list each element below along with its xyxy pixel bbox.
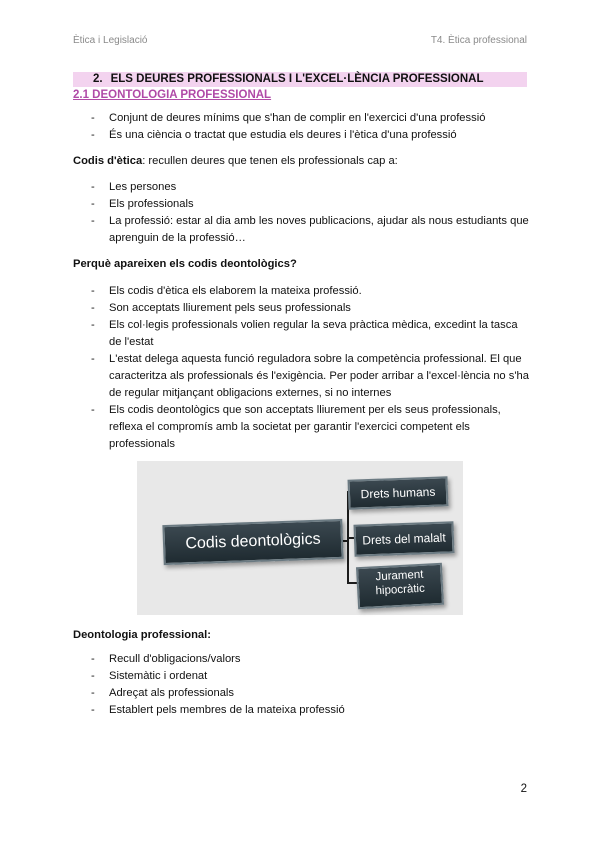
diagram-main-box: Codis deontològics <box>162 519 343 565</box>
list-item: - Sistemàtic i ordenat <box>91 668 531 685</box>
list-item: - Els codis d'ètica els elaborem la mateixa professió. <box>91 283 531 300</box>
codis-paragraph <box>73 153 398 170</box>
section-title-text: ELS DEURES PROFESSIONALS I L'EXCEL·LÈNCIA PROFESSIONAL <box>110 73 484 85</box>
section-title <box>73 72 527 87</box>
list-item: - És una ciència o tractat que estudia els deures i l'ètica d'una professió <box>91 127 531 144</box>
subsection-title: 2.1 DEONTOLOGIA PROFESSIONAL <box>73 89 272 101</box>
list-item: - Els professionals <box>91 196 531 213</box>
page-number: 2 <box>520 783 527 795</box>
codis-label: Codis d'ètica <box>73 155 143 167</box>
diagram-branch-line: hipocràtic <box>375 582 426 598</box>
header-right: T4. Ètica professional <box>430 35 527 46</box>
list-item: - Establert pels membres de la mateixa professió <box>91 702 531 719</box>
codis-diagram <box>137 461 463 615</box>
list-item: - Els col·legis professionals volien regular la seva pràctica mèdica, excedint la tasca de l'estat <box>91 317 531 351</box>
section-number: 2. <box>93 73 103 85</box>
diagram-branch-box: Drets humans <box>348 476 449 509</box>
diagram-branch-line: Jurament <box>375 568 424 584</box>
list-item: - Les persones <box>91 179 531 196</box>
list-item: - Els codis deontològics que son acceptats lliurement per els seus professionals, reflexa el compromís amb la societat per garantir l'exercici competent els professionals <box>91 402 531 453</box>
list-item: - Conjunt de deures mínims que s'han de complir en l'exercici d'una professió <box>91 110 531 127</box>
deontologia-list <box>91 651 531 719</box>
deontologia-heading: Deontologia professional: <box>73 629 211 641</box>
perque-list <box>91 283 531 453</box>
diagram-branch-box <box>356 563 444 609</box>
intro-list <box>91 110 531 144</box>
perque-heading: Perquè apareixen els codis deontològics? <box>73 258 297 270</box>
list-item: - Recull d'obligacions/valors <box>91 651 531 668</box>
list-item: - Adreçat als professionals <box>91 685 531 702</box>
list-item: - L'estat delega aquesta funció reguladora sobre la competència professional. El que caracteritza als professionals és l'exigència. Per poder arribar a l'excel·lència no s'ha de regular mitjançant obligacions externes, si no internes <box>91 351 531 402</box>
diagram-branch-box: Drets del malalt <box>353 521 454 556</box>
list-item: - Son acceptats lliurement pels seus professionals <box>91 300 531 317</box>
header-left: Ètica i Legislació <box>73 35 148 46</box>
codis-list <box>91 179 531 247</box>
codis-text: : recullen deures que tenen els professionals cap a: <box>142 155 398 167</box>
list-item: - La professió: estar al dia amb les noves publicacions, ajudar als nous estudiants que aprenguin de la professió… <box>91 213 531 247</box>
